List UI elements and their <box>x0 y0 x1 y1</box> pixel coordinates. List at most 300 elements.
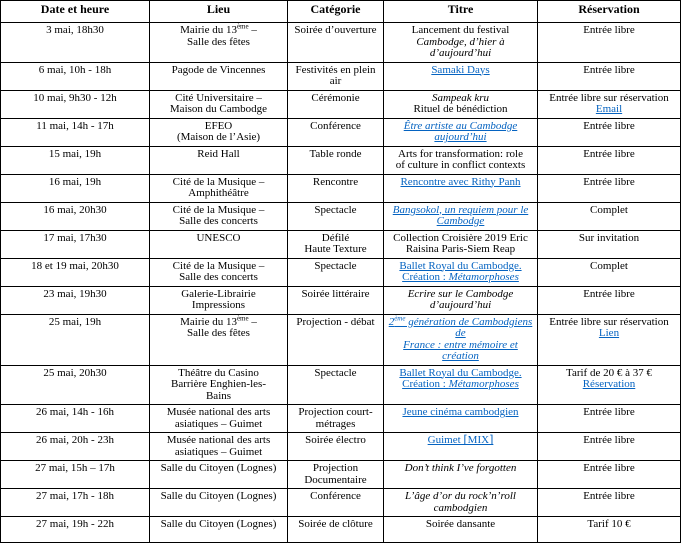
cell-line <box>4 519 146 531</box>
cell-lieu <box>150 230 288 258</box>
cell-line <box>291 419 380 431</box>
cell-reservation <box>538 62 681 90</box>
cell-line <box>291 177 380 189</box>
cell-lieu <box>150 286 288 314</box>
cell-categorie <box>288 146 384 174</box>
cell-line <box>153 188 284 200</box>
cell-reservation <box>538 461 681 489</box>
cell-line <box>291 491 380 503</box>
text-segment: d’aujourd’hui <box>429 299 492 311</box>
event-link[interactable]: création <box>442 350 479 362</box>
cell-line <box>291 317 380 329</box>
cell-line <box>153 132 284 144</box>
cell-line <box>387 351 534 363</box>
cell-line <box>153 419 284 431</box>
cell-line <box>291 475 380 487</box>
text-segment: Arts for transformation: role <box>398 147 523 160</box>
cell-categorie <box>288 405 384 433</box>
text-segment: (Maison de l’Asie) <box>176 131 261 143</box>
cell-line <box>541 379 677 391</box>
text-segment: 23 mai, 19h30 <box>43 287 107 300</box>
cell-line <box>387 272 534 284</box>
table-row <box>1 489 681 517</box>
cell-line <box>153 447 284 459</box>
table-row <box>1 461 681 489</box>
text-segment: L’âge d’or du rock’n’roll <box>405 490 516 502</box>
cell-titre <box>384 174 538 202</box>
cell-categorie <box>288 517 384 543</box>
column-header-reservation: Réservation <box>538 1 681 23</box>
cell-date <box>1 118 150 146</box>
cell-titre <box>384 23 538 63</box>
cell-line <box>291 519 380 531</box>
text-segment: 27 mai, 19h - 22h <box>36 518 114 530</box>
text-segment: Festivités en plein air <box>295 63 376 87</box>
text-segment: Documentaire <box>304 473 367 486</box>
text-segment: Entrée libre <box>583 462 635 474</box>
text-segment: UNESCO <box>196 231 241 244</box>
cell-line <box>291 289 380 301</box>
cell-line <box>291 244 380 256</box>
cell-categorie <box>288 62 384 90</box>
event-link[interactable]: Cambodge <box>436 215 485 227</box>
cell-line <box>153 216 284 228</box>
text-segment: Cité de la Musique – <box>172 203 265 216</box>
cell-line <box>153 491 284 503</box>
text-segment: Ecrire sur le Cambodge <box>407 287 514 300</box>
text-segment: Entrée libre <box>583 287 635 300</box>
cell-line <box>4 65 146 77</box>
text-segment: 27 mai, 15h – 17h <box>35 462 115 474</box>
cell-line <box>4 368 146 380</box>
text-segment: Soirée dansante <box>425 518 496 530</box>
cell-line <box>291 435 380 447</box>
text-segment: Mairie du 13 <box>180 24 237 36</box>
cell-lieu <box>150 489 288 517</box>
cell-date <box>1 62 150 90</box>
cell-line <box>291 368 380 380</box>
cell-line <box>4 261 146 273</box>
text-segment: 16 mai, 19h <box>48 175 102 188</box>
cell-categorie <box>288 433 384 461</box>
text-segment: Entrée libre <box>583 434 635 446</box>
table-row <box>1 433 681 461</box>
cell-lieu <box>150 118 288 146</box>
cell-reservation <box>538 230 681 258</box>
text-segment: ème <box>236 22 249 31</box>
text-segment: 11 mai, 14h - 17h <box>36 119 114 132</box>
text-segment: Entrée libre <box>583 175 635 188</box>
cell-line <box>4 463 146 475</box>
cell-line <box>387 216 534 228</box>
text-segment: 15 mai, 19h <box>48 147 102 160</box>
cell-line <box>541 25 677 37</box>
cell-titre <box>384 118 538 146</box>
table-row <box>1 314 681 365</box>
cell-line <box>541 289 677 301</box>
text-segment: Soirée de clôture <box>298 518 373 530</box>
text-segment: Conférence <box>310 490 361 502</box>
cell-titre <box>384 146 538 174</box>
cell-categorie <box>288 314 384 365</box>
cell-line <box>387 160 534 172</box>
cell-line <box>291 25 380 37</box>
cell-reservation <box>538 286 681 314</box>
cell-date <box>1 23 150 63</box>
cell-line <box>4 25 146 37</box>
cell-titre <box>384 461 538 489</box>
cell-line <box>541 104 677 116</box>
cell-lieu <box>150 461 288 489</box>
text-segment: Entrée libre <box>583 119 635 132</box>
cell-line <box>387 435 534 447</box>
cell-titre <box>384 286 538 314</box>
cell-date <box>1 517 150 543</box>
column-header-lieu: Lieu <box>150 1 288 23</box>
event-link[interactable]: Métamorphoses <box>448 271 519 283</box>
cell-line <box>153 104 284 116</box>
cell-line <box>4 233 146 245</box>
text-segment: 3 mai, 18h30 <box>46 24 104 36</box>
text-segment: Mairie du 13 <box>180 315 237 328</box>
cell-line <box>153 328 284 340</box>
cell-reservation <box>538 23 681 63</box>
table-row <box>1 202 681 230</box>
table-row <box>1 230 681 258</box>
event-link[interactable]: Ballet Royal du Cambodge. <box>399 259 522 272</box>
cell-line <box>4 289 146 301</box>
text-segment: Rituel de bénédiction <box>413 103 508 115</box>
text-segment: Cité de la Musique – <box>172 259 265 272</box>
cell-categorie <box>288 23 384 63</box>
cell-lieu <box>150 90 288 118</box>
cell-line <box>387 519 534 531</box>
cell-titre <box>384 90 538 118</box>
cell-titre <box>384 517 538 543</box>
cell-categorie <box>288 365 384 405</box>
cell-line <box>4 121 146 133</box>
cell-titre <box>384 489 538 517</box>
header-row <box>1 1 681 23</box>
table-row <box>1 146 681 174</box>
text-segment: Rencontre <box>312 175 359 188</box>
event-link[interactable]: Être artiste au Cambodge <box>403 119 518 132</box>
event-link[interactable]: Création : <box>402 378 449 390</box>
text-segment: Entrée libre <box>583 406 635 418</box>
event-link[interactable]: ème <box>394 314 406 322</box>
cell-categorie <box>288 258 384 286</box>
cell-line <box>541 121 677 133</box>
event-link[interactable]: Lien <box>598 327 620 339</box>
cell-line <box>291 93 380 105</box>
cell-line <box>387 104 534 116</box>
cell-date <box>1 174 150 202</box>
cell-line <box>541 261 677 273</box>
text-segment: Entrée libre sur réservation <box>549 315 669 328</box>
table-row <box>1 90 681 118</box>
cell-line <box>387 37 534 60</box>
text-segment: Cité Universitaire – <box>175 91 262 104</box>
cell-line <box>153 272 284 284</box>
event-link[interactable]: génération de Cambodgiens de <box>405 315 533 339</box>
cell-lieu <box>150 365 288 405</box>
cell-lieu <box>150 202 288 230</box>
table-row <box>1 174 681 202</box>
cell-line <box>4 317 146 329</box>
cell-line <box>387 177 534 189</box>
cell-reservation <box>538 146 681 174</box>
text-segment: Barrière Enghien-les- <box>171 378 266 390</box>
text-segment: Galerie-Librairie <box>181 287 256 300</box>
cell-line <box>387 463 534 475</box>
cell-date <box>1 314 150 365</box>
cell-line <box>153 300 284 312</box>
cell-categorie <box>288 461 384 489</box>
cell-lieu <box>150 258 288 286</box>
text-segment: Salle des fêtes <box>187 327 250 339</box>
cell-line <box>387 503 534 515</box>
cell-categorie <box>288 174 384 202</box>
column-header-date: Date et heure <box>1 1 150 23</box>
text-segment: Spectacle <box>314 366 357 379</box>
cell-titre <box>384 405 538 433</box>
cell-line <box>153 65 284 77</box>
text-segment: Amphithéâtre <box>188 187 249 199</box>
cell-lieu <box>150 405 288 433</box>
cell-line <box>541 519 677 531</box>
text-segment: 6 mai, 10h - 18h <box>38 63 112 76</box>
cell-reservation <box>538 433 681 461</box>
text-segment: 25 mai, 19h <box>48 315 102 328</box>
text-segment: Raisina Paris-Siem Reap <box>405 243 516 255</box>
text-segment: Musée national des arts <box>166 434 271 446</box>
text-segment: Entrée libre <box>583 490 635 502</box>
event-link[interactable]: Jeune cinéma cambodgien <box>402 406 519 418</box>
text-segment: Spectacle <box>314 203 357 216</box>
text-segment: 10 mai, 9h30 - 12h <box>33 91 117 104</box>
cell-titre <box>384 365 538 405</box>
cell-lieu <box>150 174 288 202</box>
event-link[interactable]: Rencontre avec Rithy Panh <box>400 175 521 188</box>
text-segment: asiatiques – Guimet <box>174 445 263 458</box>
event-link[interactable]: Création : <box>402 271 449 283</box>
cell-line <box>387 132 534 144</box>
cell-line <box>387 379 534 391</box>
text-segment: cambodgien <box>433 501 488 514</box>
cell-line <box>387 65 534 77</box>
text-segment: Table ronde <box>309 147 362 160</box>
text-segment: 25 mai, 20h30 <box>43 366 107 379</box>
text-segment: Projection court- <box>298 406 373 418</box>
text-segment: of culture in conflict contexts <box>395 159 526 171</box>
event-link[interactable]: Réservation <box>582 378 636 390</box>
cell-titre <box>384 258 538 286</box>
text-segment: métrages <box>315 417 356 430</box>
text-segment: Salle du Citoyen (Lognes) <box>160 490 277 502</box>
cell-titre <box>384 230 538 258</box>
text-segment: Tarif 10 € <box>587 518 631 530</box>
event-link[interactable]: Email <box>595 103 623 115</box>
cell-categorie <box>288 286 384 314</box>
cell-date <box>1 489 150 517</box>
text-segment: Complet <box>590 259 628 272</box>
cell-line <box>541 177 677 189</box>
event-link[interactable]: Samaki Days <box>431 63 490 76</box>
cell-lieu <box>150 146 288 174</box>
cell-categorie <box>288 489 384 517</box>
cell-line <box>541 205 677 217</box>
cell-reservation <box>538 489 681 517</box>
text-segment: Entrée libre <box>583 63 635 76</box>
text-segment: Spectacle <box>314 259 357 272</box>
cell-date <box>1 461 150 489</box>
cell-lieu <box>150 517 288 543</box>
text-segment: Soirée électro <box>305 434 366 446</box>
cell-reservation <box>538 517 681 543</box>
cell-line <box>387 314 534 340</box>
cell-categorie <box>288 118 384 146</box>
cell-line <box>541 491 677 503</box>
cell-date <box>1 433 150 461</box>
cell-line <box>4 407 146 419</box>
table-row <box>1 365 681 405</box>
text-segment: 26 mai, 20h - 23h <box>36 434 114 446</box>
text-segment: Sampeak kru <box>431 91 490 104</box>
text-segment: – <box>248 315 257 328</box>
text-segment: asiatiques – Guimet <box>174 417 263 430</box>
cell-line <box>387 300 534 312</box>
text-segment: EFEO <box>204 119 233 132</box>
cell-lieu <box>150 62 288 90</box>
cell-date <box>1 365 150 405</box>
cell-line <box>4 435 146 447</box>
cell-lieu <box>150 23 288 63</box>
cell-reservation <box>538 174 681 202</box>
cell-reservation <box>538 90 681 118</box>
cell-reservation <box>538 202 681 230</box>
column-header-titre: Titre <box>384 1 538 23</box>
cell-line <box>541 407 677 419</box>
cell-date <box>1 258 150 286</box>
text-segment: Théâtre du Casino <box>178 366 259 379</box>
text-segment: Pagode de Vincennes <box>171 63 266 76</box>
event-link[interactable]: 2 <box>388 315 395 328</box>
table-row <box>1 405 681 433</box>
cell-date <box>1 405 150 433</box>
cell-date <box>1 230 150 258</box>
text-segment: Entrée libre <box>583 24 635 36</box>
text-segment: Complet <box>590 203 628 216</box>
text-segment: 26 mai, 14h - 16h <box>36 406 114 418</box>
cell-titre <box>384 314 538 365</box>
text-segment: Salle des concerts <box>179 271 258 283</box>
cell-line <box>4 149 146 161</box>
cell-reservation <box>538 405 681 433</box>
text-segment: Tarif de 20 € à 37 € <box>566 366 652 379</box>
text-segment: Lancement du festival <box>411 24 510 36</box>
cell-line <box>153 37 284 49</box>
text-segment: 17 mai, 17h30 <box>43 231 107 244</box>
text-segment: 18 et 19 mai, 20h30 <box>31 259 119 272</box>
text-segment: ème <box>236 314 249 322</box>
cell-reservation <box>538 314 681 365</box>
cell-line <box>291 65 380 88</box>
text-segment: Sur invitation <box>578 231 640 244</box>
cell-reservation <box>538 258 681 286</box>
cell-line <box>291 261 380 273</box>
text-segment: 27 mai, 17h - 18h <box>36 490 114 502</box>
cell-line <box>541 233 677 245</box>
cell-line <box>541 435 677 447</box>
cell-date <box>1 146 150 174</box>
events-tbody <box>1 23 681 543</box>
column-header-categorie: Catégorie <box>288 1 384 23</box>
cell-date <box>1 90 150 118</box>
text-segment: Impressions <box>191 299 246 311</box>
event-link[interactable]: Ballet Royal du Cambodge. <box>399 366 522 379</box>
text-segment: Reid Hall <box>197 147 240 160</box>
event-link[interactable]: aujourd’hui <box>434 131 487 143</box>
cell-line <box>387 407 534 419</box>
cell-line <box>153 519 284 531</box>
table-row <box>1 286 681 314</box>
cell-line <box>291 121 380 133</box>
cell-line <box>153 391 284 403</box>
cell-titre <box>384 62 538 90</box>
cell-line <box>541 149 677 161</box>
text-segment: Conférence <box>310 119 361 132</box>
cell-date <box>1 286 150 314</box>
cell-line <box>153 149 284 161</box>
table-row <box>1 258 681 286</box>
table-row <box>1 517 681 543</box>
cell-line <box>541 463 677 475</box>
text-segment: 16 mai, 20h30 <box>43 203 107 216</box>
cell-line <box>541 328 677 340</box>
cell-line <box>4 491 146 503</box>
cell-titre <box>384 202 538 230</box>
text-segment: Salle des concerts <box>179 215 258 227</box>
text-segment: Salle du Citoyen (Lognes) <box>160 518 277 530</box>
text-segment: Défilé <box>321 231 350 244</box>
text-segment: Bains <box>205 389 232 402</box>
text-segment: Salle des fêtes <box>187 35 250 48</box>
cell-reservation <box>538 118 681 146</box>
text-segment: Cambodge, d’hier à d’aujourd’hui <box>416 35 505 59</box>
event-link[interactable]: France : entre mémoire et <box>403 338 518 351</box>
event-link[interactable]: Métamorphoses <box>448 378 519 390</box>
event-link[interactable]: Bangsokol, un requiem pour le <box>392 203 529 216</box>
cell-line <box>153 463 284 475</box>
cell-date <box>1 202 150 230</box>
text-segment: Collection Croisière 2019 Eric <box>393 231 528 244</box>
text-segment: Projection - débat <box>296 315 375 328</box>
text-segment: Cérémonie <box>311 91 360 104</box>
cell-titre <box>384 433 538 461</box>
cell-line <box>4 93 146 105</box>
text-segment: Don’t think I’ve forgotten <box>404 462 517 474</box>
cell-line <box>4 205 146 217</box>
table-row <box>1 62 681 90</box>
text-segment: Maison du Cambodge <box>169 103 268 115</box>
text-segment: Soirée littéraire <box>301 287 370 300</box>
cell-categorie <box>288 202 384 230</box>
text-segment: Projection <box>312 462 359 474</box>
text-segment: Soirée d’ouverture <box>294 24 377 36</box>
text-segment: Salle du Citoyen (Lognes) <box>160 462 277 474</box>
text-segment: – <box>248 24 257 36</box>
event-link[interactable]: Guimet ⌈MIX⌉ <box>427 434 494 446</box>
